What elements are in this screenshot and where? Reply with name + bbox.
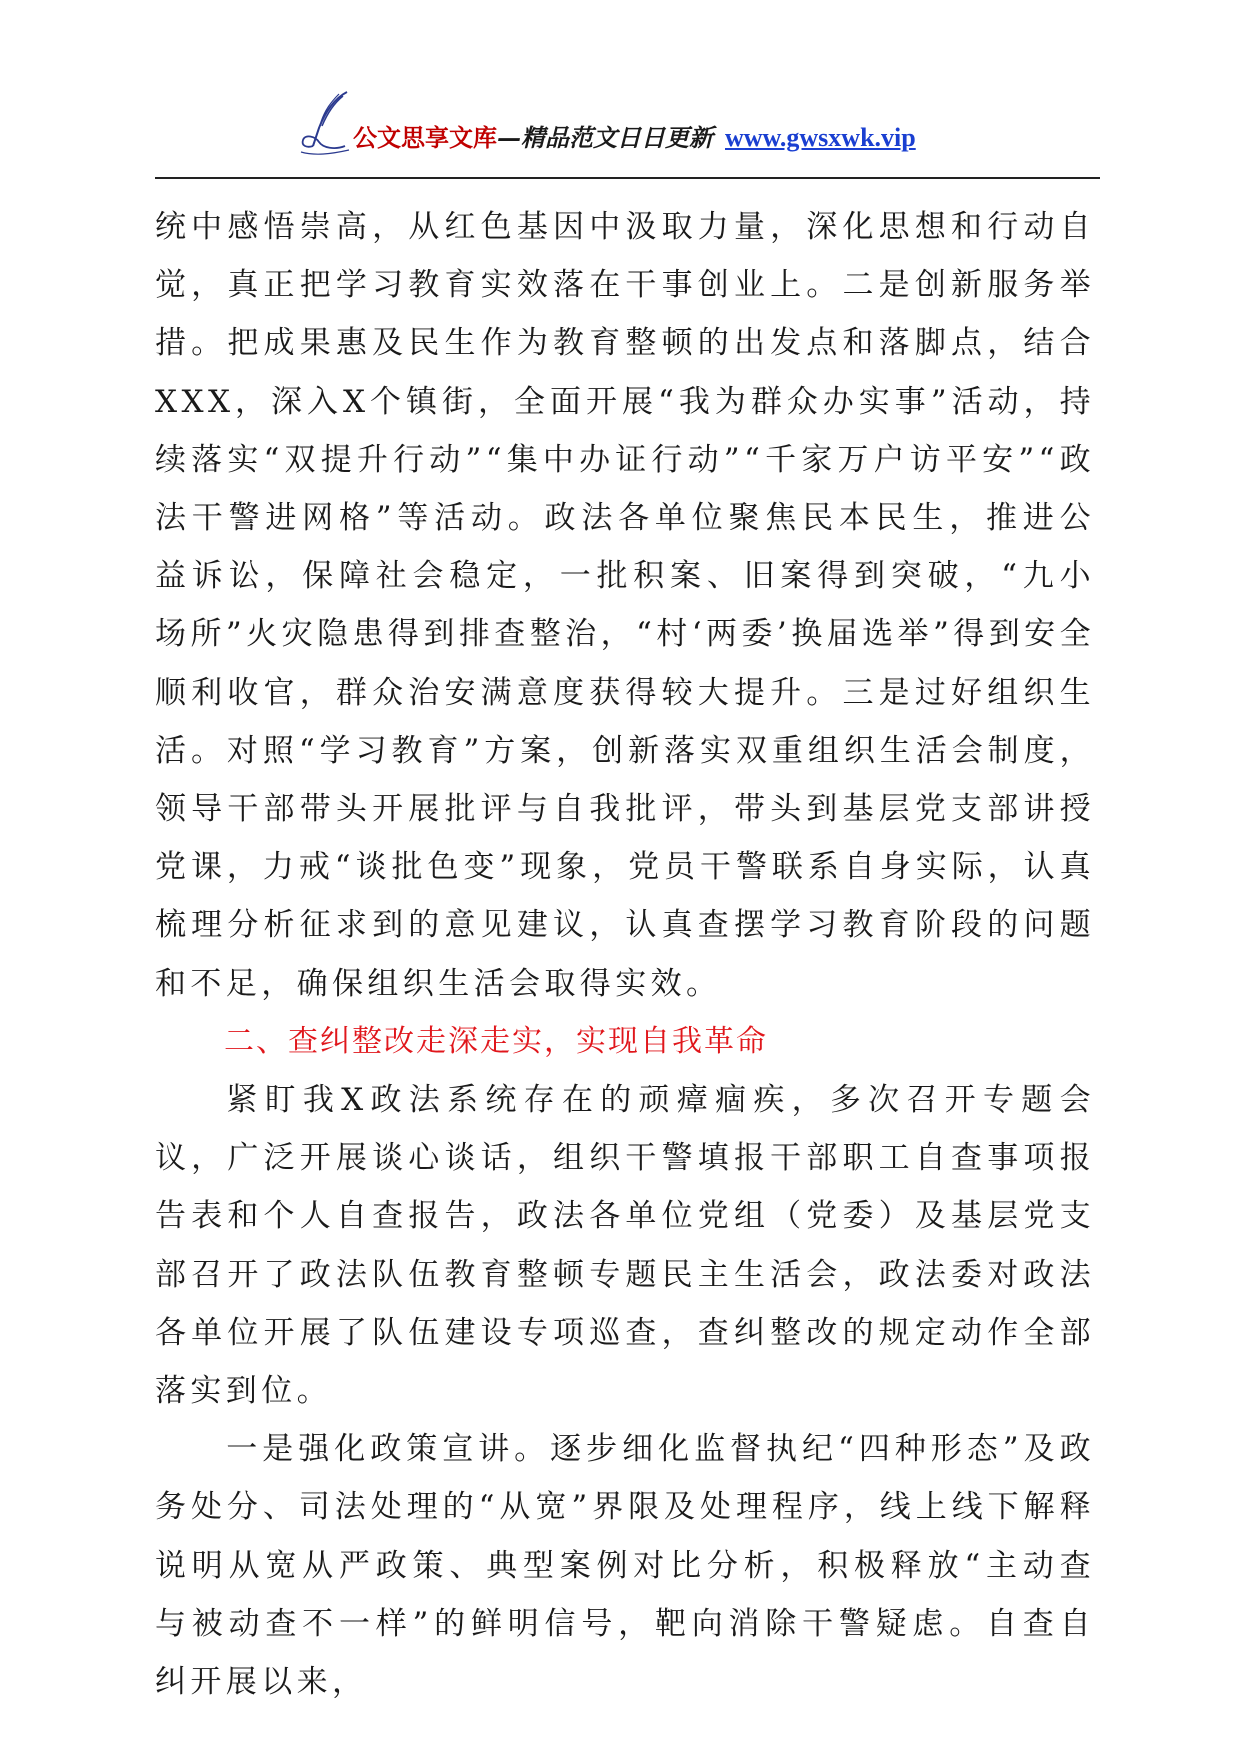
site-name: 公文思享文库 [353,123,497,152]
paragraph: 一是强化政策宣讲。逐步细化监督执纪“四种形态”及政务处分、司法处理的“从宽”界限及处理程序，线上线下解释说明从宽从严政策、典型案例对比分析，积极释放“主动查与被动查不一样”的鲜明信号，靶向消除干警疑虑。自查自纠开展以来， [155,1431,1095,1701]
header-title [353,122,916,154]
site-url-link[interactable]: www.gwsxwk.vip [725,123,916,152]
paragraph-continued: 统中感悟崇高，从红色基因中汲取力量，深化思想和行动自觉，真正把学习教育实效落在干事创业上。二是创新服务举措。把成果惠及民生作为教育整顿的出发点和落脚点，结合XXX，深入X个镇街，全面开展“我为群众办实事”活动，持续落实“双提升行动”“集中办证行动”“千家万户访平安”“政法干警进网格”等活动。政法各单位聚焦民本民生，推进公益诉讼，保障社会稳定，一批积案、旧案得到突破，“九小场所”火灾隐患得到排查整治，“村‘两委’换届选举”得到安全顺利收官，群众治安满意度获得较大提升。三是过好组织生活。对照“学习教育”方案，创新落实双重组织生活会制度，领导干部带头开展批评与自我批评，带头到基层党支部讲授党课，力戒“谈批色变”现象，党员干警联系自身实际，认真梳理分析征求到的意见建议，认真查摆学习教育阶段的问题和不足，确保组织生活会取得实效。 [155,209,1095,1002]
paragraph: 紧盯我X政法系统存在的顽瘴痼疾，多次召开专题会议，广泛开展谈心谈话，组织干警填报干部职工自查事项报告表和个人自查报告，政法各单位党组（党委）及基层党支部召开了政法队伍教育整顿专题民主生活会，政法委对政法各单位开展了队伍建设专项巡查，查纠整改的规定动作全部落实到位。 [155,1082,1095,1410]
page-header [155,80,1100,180]
quill-logo-icon [295,88,355,158]
header-divider [155,177,1100,179]
site-slogan: —精品范文日日更新 [497,123,713,152]
document-body [155,198,1095,1711]
section-heading-2: 二、查纠整改走深走实，实现自我革命 [224,1023,768,1059]
